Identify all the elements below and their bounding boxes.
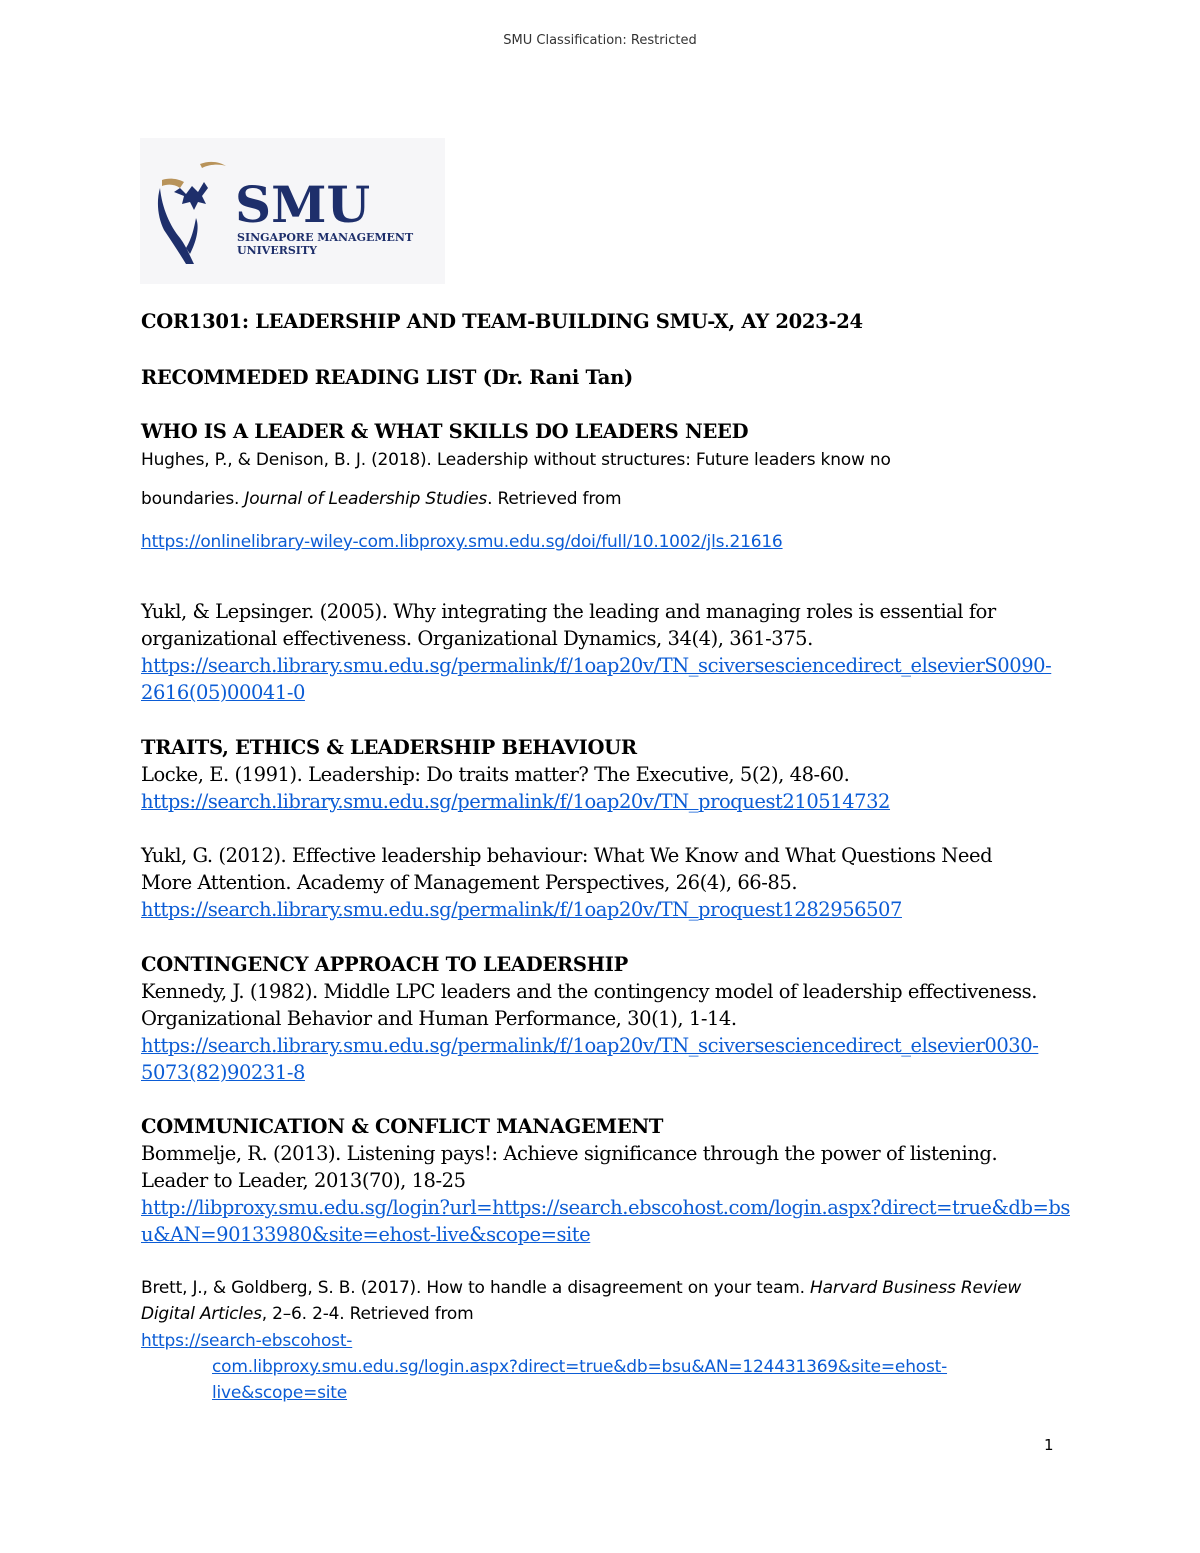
- reference-text: Locke, E. (1991). Leadership: Do traits matter? The Executive, 5(2), 48-60.: [141, 763, 850, 786]
- reference-text: Kennedy, J. (1982). Middle LPC leaders and the contingency model of leadership effectiveness.: [141, 980, 1037, 1003]
- reference-text: Yukl, & Lepsinger. (2005). Why integrating the leading and managing roles is essential for: [141, 600, 996, 623]
- reference-link[interactable]: https://search.library.smu.edu.sg/permalink/f/1oap20v/TN_proquest1282956507: [141, 898, 902, 921]
- journal-title: Digital Articles: [141, 1304, 262, 1324]
- reference-link[interactable]: https://search.library.smu.edu.sg/permalink/f/1oap20v/TN_sciversesciencedirect_elsevier0030-: [141, 1034, 1039, 1057]
- logo-wordmark: SMU: [235, 175, 371, 234]
- classification-header: SMU Classification: Restricted: [503, 33, 697, 48]
- reference-link[interactable]: https://search-ebscohost-: [141, 1331, 353, 1351]
- reference-link[interactable]: 2616(05)00041-0: [141, 681, 305, 704]
- reference-link[interactable]: http://libproxy.smu.edu.sg/login?url=https://search.ebscohost.com/login.aspx?direct=true&db=bs: [141, 1196, 1070, 1219]
- reference-text: Digital Articles, 2–6. 2-4. Retrieved from: [141, 1304, 474, 1324]
- reference-link[interactable]: 5073(82)90231-8: [141, 1061, 305, 1084]
- journal-title: Harvard Business Review: [810, 1278, 1022, 1298]
- page-title: COR1301: LEADERSHIP AND TEAM-BUILDING SMU-X, AY 2023-24: [141, 310, 863, 333]
- reference-link[interactable]: https://search.library.smu.edu.sg/permalink/f/1oap20v/TN_proquest210514732: [141, 790, 891, 813]
- reference-text: Hughes, P., & Denison, B. J. (2018). Leadership without structures: Future leaders know no: [141, 450, 891, 470]
- page-number: 1: [1044, 1436, 1054, 1454]
- section-heading: WHO IS A LEADER & WHAT SKILLS DO LEADERS NEED: [141, 420, 749, 443]
- reference-text: organizational effectiveness. Organizational Dynamics, 34(4), 361-375.: [141, 627, 813, 650]
- logo-line-1: SINGAPORE MANAGEMENT: [237, 231, 414, 244]
- reference-text: Yukl, G. (2012). Effective leadership behaviour: What We Know and What Questions Need: [141, 844, 993, 867]
- section-heading: COMMUNICATION & CONFLICT MANAGEMENT: [141, 1115, 664, 1138]
- reference-text: Leader to Leader, 2013(70), 18-25: [141, 1169, 466, 1192]
- reference-link[interactable]: com.libproxy.smu.edu.sg/login.aspx?direct=true&db=bsu&AN=124431369&site=ehost-: [212, 1357, 948, 1377]
- section-heading: CONTINGENCY APPROACH TO LEADERSHIP: [141, 953, 628, 976]
- reference-text: Brett, J., & Goldberg, S. B. (2017). How to handle a disagreement on your team. Harvard Business Review: [141, 1278, 1022, 1298]
- reference-link[interactable]: live&scope=site: [212, 1383, 348, 1403]
- reference-link[interactable]: https://onlinelibrary-wiley-com.libproxy.smu.edu.sg/doi/full/10.1002/jls.21616: [141, 532, 783, 552]
- reference-link[interactable]: u&AN=90133980&site=ehost-live&scope=site: [141, 1223, 591, 1246]
- reference-text: Bommelje, R. (2013). Listening pays!: Achieve significance through the power of listening.: [141, 1142, 998, 1165]
- reference-text: More Attention. Academy of Management Perspectives, 26(4), 66-85.: [141, 871, 798, 894]
- journal-title: Journal of Leadership Studies: [244, 489, 488, 509]
- page-subtitle: RECOMMEDED READING LIST (Dr. Rani Tan): [141, 366, 633, 389]
- section-heading: TRAITS, ETHICS & LEADERSHIP BEHAVIOUR: [141, 736, 637, 759]
- reference-text: Organizational Behavior and Human Performance, 30(1), 1-14.: [141, 1007, 737, 1030]
- smu-logo: [140, 138, 445, 284]
- reference-link[interactable]: https://search.library.smu.edu.sg/permalink/f/1oap20v/TN_sciversesciencedirect_elsevierS0090-: [141, 654, 1052, 677]
- logo-line-2: UNIVERSITY: [237, 244, 317, 257]
- reference-text: boundaries. Journal of Leadership Studies. Retrieved from: [141, 489, 622, 509]
